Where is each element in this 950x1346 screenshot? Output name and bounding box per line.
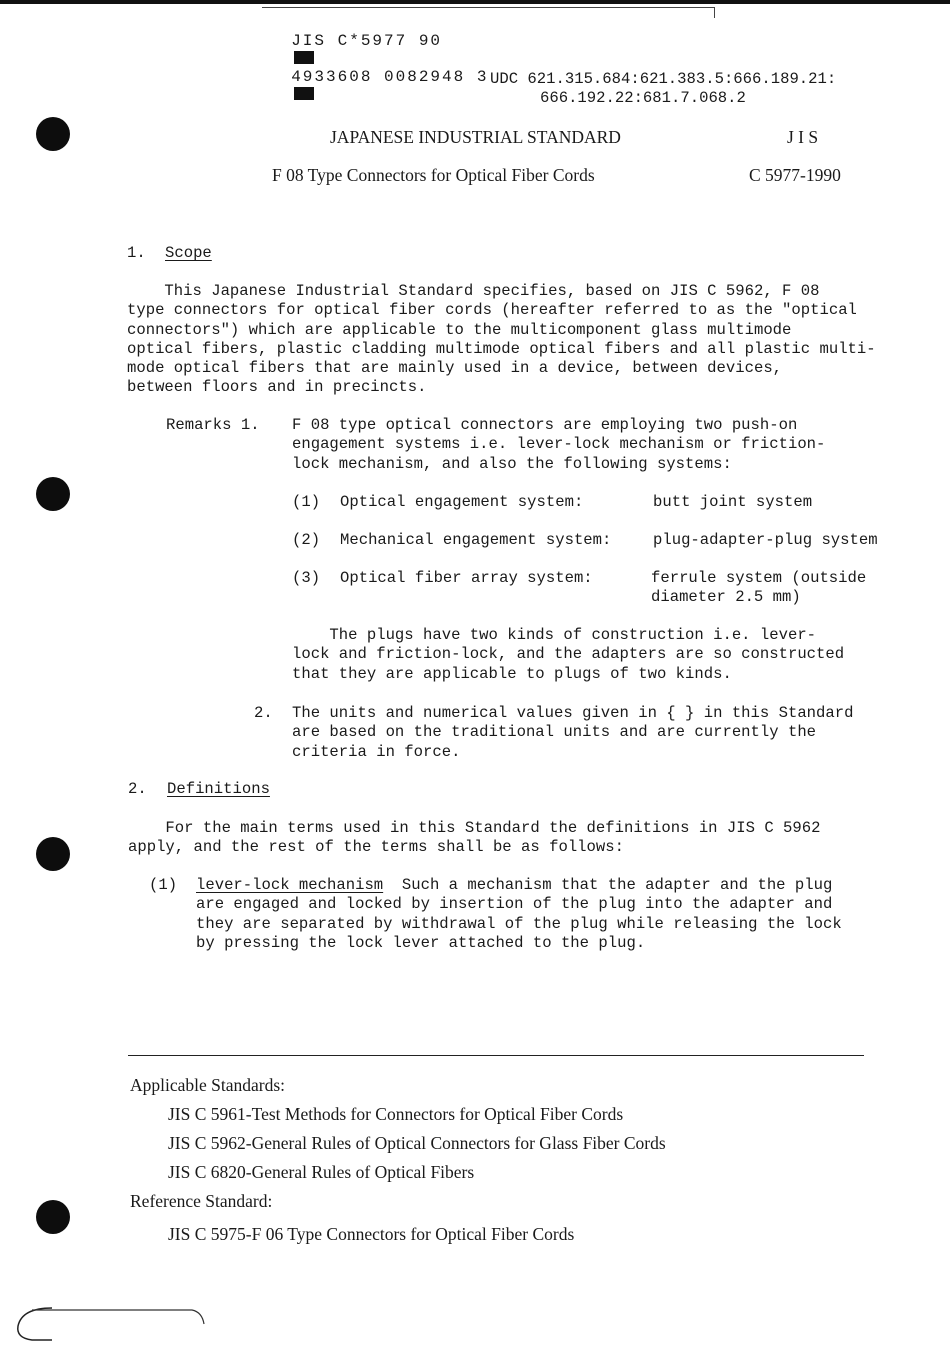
text-line: For the main terms used in this Standard the definitions in JIS C 5962 (128, 819, 821, 837)
text-line: The plugs have two kinds of construction i.e. lever- (292, 626, 817, 644)
section-1-number: 1. (127, 244, 146, 262)
system-1-value: butt joint system (653, 493, 813, 511)
standard-abbr: J I S (787, 127, 819, 147)
remark-2-text (292, 704, 853, 762)
section-2-number: 2. (128, 780, 147, 798)
udc-line-2: 666.192.22:681.7.068.2 (540, 89, 746, 107)
document-code-line (268, 14, 488, 104)
footer-divider (128, 1055, 864, 1056)
definitions-intro (128, 819, 820, 858)
text-line: are engaged and locked by insertion of the plug into the adapter and (196, 895, 833, 914)
system-2-label: Mechanical engagement system: (340, 531, 612, 549)
plugs-paragraph (292, 626, 844, 684)
applicable-standard-2: JIS C 5962-General Rules of Optical Connectors for Glass Fiber Cords (168, 1133, 666, 1153)
applicable-standard-3: JIS C 6820-General Rules of Optical Fibers (168, 1162, 475, 1182)
section-2-heading: Definitions (167, 780, 270, 798)
system-1-number: (1) (292, 493, 321, 511)
text-line: mode optical fibers that are mainly used in a device, between devices, (127, 359, 783, 378)
text-line: that they are applicable to plugs of two kinds. (292, 664, 732, 683)
remarks-label: Remarks 1. (166, 416, 260, 434)
standard-title: F 08 Type Connectors for Optical Fiber Cords (272, 165, 595, 185)
reference-standard-label: Reference Standard: (130, 1191, 273, 1211)
text-line: criteria in force. (292, 742, 461, 761)
punch-hole-3 (36, 837, 70, 871)
text-line: are based on the traditional units and are currently the (292, 723, 817, 742)
system-1-label: Optical engagement system: (340, 493, 584, 511)
barcode-block-icon (294, 51, 314, 64)
scope-paragraph (127, 282, 876, 398)
standard-body: JAPANESE INDUSTRIAL STANDARD (330, 127, 621, 147)
text-line: apply, and the rest of the terms shall be as follows: (128, 838, 624, 857)
text-line: connectors") which are applicable to the multicomponent glass multimode (127, 320, 792, 339)
definition-1-number: (1) (149, 876, 178, 894)
applicable-standard-1: JIS C 5961-Test Methods for Connectors for Optical Fiber Cords (168, 1104, 624, 1124)
punch-hole-4 (36, 1200, 70, 1234)
reference-standard-1: JIS C 5975-F 06 Type Connectors for Optical Fiber Cords (168, 1224, 575, 1244)
text-line: they are separated by withdrawal of the plug while releasing the lock (196, 914, 842, 933)
page-corner-mark (12, 1306, 212, 1346)
barcode-block-icon (294, 87, 314, 100)
standard-number: C 5977-1990 (749, 165, 841, 185)
definition-first-line (196, 876, 842, 895)
text-line: type connectors for optical fiber cords (hereafter referred to as the "optical (127, 301, 857, 320)
punch-hole-2 (36, 477, 70, 511)
text-line: optical fibers, plastic cladding multimode optical fibers and all plastic multi- (127, 339, 876, 358)
header-code-left: JIS C*5977 90 (291, 32, 443, 50)
text-line: engagement systems i.e. lever-lock mechanism or friction- (292, 435, 826, 454)
text-line: between floors and in precincts. (127, 378, 427, 397)
text-line: by pressing the lock lever attached to the plug. (196, 933, 646, 952)
system-2-value: plug-adapter-plug system (653, 531, 878, 549)
remark-1-text (292, 416, 825, 474)
definition-term: lever-lock mechanism (196, 876, 384, 894)
text-line: lock mechanism, and also the following systems: (292, 454, 732, 473)
applicable-standards-label: Applicable Standards: (130, 1075, 286, 1095)
punch-hole-1 (36, 117, 70, 151)
system-2-number: (2) (292, 531, 321, 549)
text-line: F 08 type optical connectors are employing two push-on (292, 416, 798, 434)
text-line: The units and numerical values given in { } in this Standard (292, 704, 854, 722)
definition-1 (196, 876, 842, 953)
definition-text: Such a mechanism that the adapter and the plug (383, 876, 833, 894)
scan-top-border (0, 0, 950, 4)
udc-line-1: UDC 621.315.684:621.383.5:666.189.21: (490, 70, 837, 88)
header-code-mid: 4933608 0082948 3 (291, 68, 489, 86)
system-3-label: Optical fiber array system: (340, 569, 593, 587)
system-3-value-cont: diameter 2.5 mm) (651, 588, 801, 606)
text-line: lock and friction-lock, and the adapters are so constructed (292, 645, 845, 664)
section-1-heading: Scope (165, 244, 212, 262)
remark-2-number: 2. (254, 704, 273, 722)
system-3-value: ferrule system (outside (651, 569, 867, 587)
text-line: This Japanese Industrial Standard specifies, based on JIS C 5962, F 08 (127, 282, 820, 300)
system-3-number: (3) (292, 569, 321, 587)
